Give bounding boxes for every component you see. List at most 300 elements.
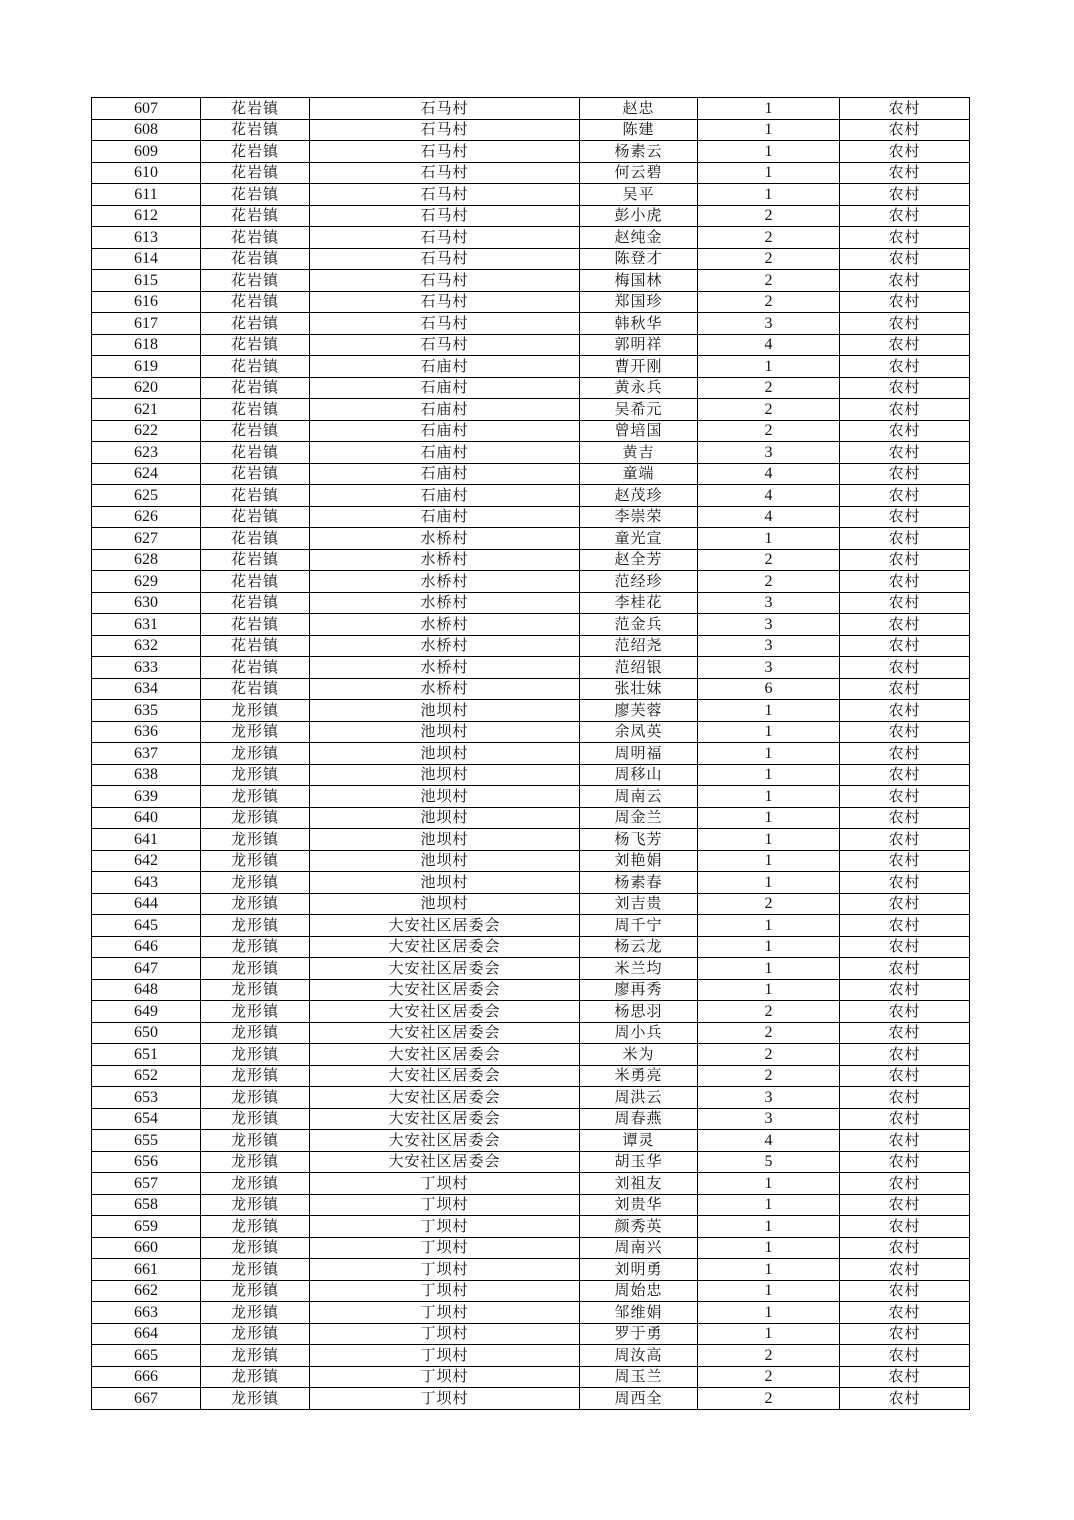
table-row (92, 1108, 970, 1130)
count-cell: 3 (698, 614, 840, 636)
table-row (92, 1087, 970, 1109)
village-cell: 池坝村 (310, 786, 580, 808)
town-cell: 龙形镇 (201, 850, 310, 872)
area-type-cell: 农村 (840, 420, 970, 442)
row-number-cell: 645 (92, 915, 201, 937)
row-number-cell: 659 (92, 1216, 201, 1238)
area-type-cell: 农村 (840, 893, 970, 915)
village-cell: 水桥村 (310, 528, 580, 550)
table-row (92, 1345, 970, 1367)
count-cell: 2 (698, 377, 840, 399)
row-number-cell: 619 (92, 356, 201, 378)
village-cell: 丁坝村 (310, 1345, 580, 1367)
count-cell: 3 (698, 442, 840, 464)
town-cell: 花岩镇 (201, 98, 310, 120)
area-type-cell: 农村 (840, 356, 970, 378)
count-cell: 1 (698, 1259, 840, 1281)
table-row (92, 1173, 970, 1195)
count-cell: 3 (698, 1108, 840, 1130)
table-row (92, 807, 970, 829)
village-cell: 大安社区居委会 (310, 936, 580, 958)
row-number-cell: 632 (92, 635, 201, 657)
row-number-cell: 622 (92, 420, 201, 442)
table-row (92, 829, 970, 851)
table-row (92, 1151, 970, 1173)
table-row (92, 184, 970, 206)
village-cell: 石马村 (310, 141, 580, 163)
town-cell: 龙形镇 (201, 1280, 310, 1302)
row-number-cell: 656 (92, 1151, 201, 1173)
area-type-cell: 农村 (840, 1280, 970, 1302)
village-cell: 丁坝村 (310, 1173, 580, 1195)
area-type-cell: 农村 (840, 1108, 970, 1130)
row-number-cell: 639 (92, 786, 201, 808)
table-row (92, 485, 970, 507)
village-cell: 水桥村 (310, 614, 580, 636)
town-cell: 花岩镇 (201, 635, 310, 657)
table-row (92, 614, 970, 636)
name-cell: 彭小虎 (580, 205, 698, 227)
name-cell: 周千宁 (580, 915, 698, 937)
row-number-cell: 650 (92, 1022, 201, 1044)
count-cell: 2 (698, 291, 840, 313)
name-cell: 周始忠 (580, 1280, 698, 1302)
row-number-cell: 640 (92, 807, 201, 829)
village-cell: 水桥村 (310, 571, 580, 593)
village-cell: 石马村 (310, 119, 580, 141)
area-type-cell: 农村 (840, 377, 970, 399)
count-cell: 4 (698, 506, 840, 528)
name-cell: 周移山 (580, 764, 698, 786)
name-cell: 韩秋华 (580, 313, 698, 335)
row-number-cell: 616 (92, 291, 201, 313)
count-cell: 1 (698, 721, 840, 743)
town-cell: 龙形镇 (201, 979, 310, 1001)
town-cell: 龙形镇 (201, 915, 310, 937)
table-row (92, 979, 970, 1001)
count-cell: 2 (698, 1044, 840, 1066)
town-cell: 花岩镇 (201, 184, 310, 206)
table-row (92, 1022, 970, 1044)
name-cell: 范绍尧 (580, 635, 698, 657)
table-row (92, 356, 970, 378)
count-cell: 1 (698, 915, 840, 937)
count-cell: 2 (698, 1366, 840, 1388)
area-type-cell: 农村 (840, 1302, 970, 1324)
village-cell: 丁坝村 (310, 1259, 580, 1281)
name-cell: 米为 (580, 1044, 698, 1066)
count-cell: 2 (698, 1022, 840, 1044)
village-cell: 丁坝村 (310, 1237, 580, 1259)
name-cell: 周南云 (580, 786, 698, 808)
row-number-cell: 615 (92, 270, 201, 292)
count-cell: 4 (698, 334, 840, 356)
table-row (92, 635, 970, 657)
row-number-cell: 666 (92, 1366, 201, 1388)
table-row (92, 227, 970, 249)
village-cell: 水桥村 (310, 592, 580, 614)
town-cell: 花岩镇 (201, 270, 310, 292)
town-cell: 龙形镇 (201, 1065, 310, 1087)
village-cell: 丁坝村 (310, 1366, 580, 1388)
name-cell: 吴希元 (580, 399, 698, 421)
count-cell: 1 (698, 979, 840, 1001)
row-number-cell: 655 (92, 1130, 201, 1152)
table-row (92, 936, 970, 958)
village-cell: 石马村 (310, 334, 580, 356)
town-cell: 花岩镇 (201, 291, 310, 313)
area-type-cell: 农村 (840, 248, 970, 270)
count-cell: 2 (698, 420, 840, 442)
town-cell: 花岩镇 (201, 506, 310, 528)
table-row (92, 313, 970, 335)
village-cell: 池坝村 (310, 807, 580, 829)
area-type-cell: 农村 (840, 1194, 970, 1216)
count-cell: 2 (698, 571, 840, 593)
table-row (92, 98, 970, 120)
row-number-cell: 647 (92, 958, 201, 980)
name-cell: 郭明祥 (580, 334, 698, 356)
row-number-cell: 613 (92, 227, 201, 249)
count-cell: 1 (698, 829, 840, 851)
village-cell: 池坝村 (310, 872, 580, 894)
row-number-cell: 648 (92, 979, 201, 1001)
town-cell: 花岩镇 (201, 119, 310, 141)
area-type-cell: 农村 (840, 678, 970, 700)
row-number-cell: 636 (92, 721, 201, 743)
count-cell: 1 (698, 958, 840, 980)
village-cell: 大安社区居委会 (310, 1130, 580, 1152)
table-row (92, 141, 970, 163)
name-cell: 杨飞芳 (580, 829, 698, 851)
table-row (92, 528, 970, 550)
area-type-cell: 农村 (840, 979, 970, 1001)
row-number-cell: 642 (92, 850, 201, 872)
name-cell: 周西全 (580, 1388, 698, 1410)
name-cell: 范经珍 (580, 571, 698, 593)
count-cell: 3 (698, 313, 840, 335)
row-number-cell: 623 (92, 442, 201, 464)
town-cell: 龙形镇 (201, 721, 310, 743)
roster-table-body (92, 98, 970, 1410)
row-number-cell: 618 (92, 334, 201, 356)
count-cell: 1 (698, 1216, 840, 1238)
area-type-cell: 农村 (840, 1323, 970, 1345)
count-cell: 1 (698, 872, 840, 894)
area-type-cell: 农村 (840, 1237, 970, 1259)
area-type-cell: 农村 (840, 1173, 970, 1195)
village-cell: 水桥村 (310, 678, 580, 700)
village-cell: 池坝村 (310, 743, 580, 765)
area-type-cell: 农村 (840, 1216, 970, 1238)
town-cell: 龙形镇 (201, 1216, 310, 1238)
table-row (92, 743, 970, 765)
village-cell: 石马村 (310, 184, 580, 206)
count-cell: 1 (698, 98, 840, 120)
name-cell: 范金兵 (580, 614, 698, 636)
town-cell: 花岩镇 (201, 313, 310, 335)
table-row (92, 334, 970, 356)
town-cell: 龙形镇 (201, 1323, 310, 1345)
name-cell: 李崇荣 (580, 506, 698, 528)
table-row (92, 1216, 970, 1238)
village-cell: 石庙村 (310, 463, 580, 485)
name-cell: 杨素云 (580, 141, 698, 163)
town-cell: 龙形镇 (201, 1108, 310, 1130)
count-cell: 5 (698, 1151, 840, 1173)
table-row (92, 377, 970, 399)
area-type-cell: 农村 (840, 399, 970, 421)
area-type-cell: 农村 (840, 592, 970, 614)
row-number-cell: 608 (92, 119, 201, 141)
count-cell: 2 (698, 1345, 840, 1367)
area-type-cell: 农村 (840, 1151, 970, 1173)
table-row (92, 442, 970, 464)
town-cell: 龙形镇 (201, 1022, 310, 1044)
name-cell: 何云碧 (580, 162, 698, 184)
village-cell: 水桥村 (310, 635, 580, 657)
table-row (92, 1044, 970, 1066)
row-number-cell: 631 (92, 614, 201, 636)
count-cell: 3 (698, 657, 840, 679)
area-type-cell: 农村 (840, 1065, 970, 1087)
table-row (92, 657, 970, 679)
village-cell: 大安社区居委会 (310, 958, 580, 980)
row-number-cell: 638 (92, 764, 201, 786)
table-row (92, 248, 970, 270)
row-number-cell: 654 (92, 1108, 201, 1130)
table-row (92, 119, 970, 141)
village-cell: 池坝村 (310, 721, 580, 743)
village-cell: 池坝村 (310, 764, 580, 786)
row-number-cell: 641 (92, 829, 201, 851)
count-cell: 1 (698, 184, 840, 206)
row-number-cell: 630 (92, 592, 201, 614)
count-cell: 1 (698, 1302, 840, 1324)
town-cell: 花岩镇 (201, 141, 310, 163)
name-cell: 胡玉华 (580, 1151, 698, 1173)
name-cell: 范绍银 (580, 657, 698, 679)
row-number-cell: 625 (92, 485, 201, 507)
town-cell: 龙形镇 (201, 1237, 310, 1259)
area-type-cell: 农村 (840, 721, 970, 743)
count-cell: 2 (698, 205, 840, 227)
row-number-cell: 660 (92, 1237, 201, 1259)
town-cell: 龙形镇 (201, 1194, 310, 1216)
town-cell: 花岩镇 (201, 571, 310, 593)
name-cell: 陈登才 (580, 248, 698, 270)
table-row (92, 786, 970, 808)
count-cell: 1 (698, 119, 840, 141)
village-cell: 大安社区居委会 (310, 1001, 580, 1023)
name-cell: 曾培国 (580, 420, 698, 442)
village-cell: 丁坝村 (310, 1302, 580, 1324)
table-row (92, 549, 970, 571)
town-cell: 龙形镇 (201, 936, 310, 958)
count-cell: 3 (698, 635, 840, 657)
area-type-cell: 农村 (840, 98, 970, 120)
count-cell: 4 (698, 463, 840, 485)
village-cell: 大安社区居委会 (310, 979, 580, 1001)
count-cell: 1 (698, 1237, 840, 1259)
name-cell: 周玉兰 (580, 1366, 698, 1388)
village-cell: 池坝村 (310, 850, 580, 872)
name-cell: 周春燕 (580, 1108, 698, 1130)
name-cell: 颜秀英 (580, 1216, 698, 1238)
row-number-cell: 614 (92, 248, 201, 270)
table-row (92, 162, 970, 184)
town-cell: 花岩镇 (201, 592, 310, 614)
table-row (92, 592, 970, 614)
count-cell: 2 (698, 399, 840, 421)
area-type-cell: 农村 (840, 872, 970, 894)
count-cell: 2 (698, 270, 840, 292)
count-cell: 1 (698, 1280, 840, 1302)
town-cell: 花岩镇 (201, 399, 310, 421)
village-cell: 丁坝村 (310, 1323, 580, 1345)
count-cell: 1 (698, 743, 840, 765)
table-row (92, 678, 970, 700)
name-cell: 米兰均 (580, 958, 698, 980)
row-number-cell: 611 (92, 184, 201, 206)
area-type-cell: 农村 (840, 1087, 970, 1109)
count-cell: 1 (698, 807, 840, 829)
town-cell: 龙形镇 (201, 1001, 310, 1023)
row-number-cell: 612 (92, 205, 201, 227)
town-cell: 龙形镇 (201, 786, 310, 808)
village-cell: 丁坝村 (310, 1216, 580, 1238)
count-cell: 2 (698, 549, 840, 571)
town-cell: 花岩镇 (201, 614, 310, 636)
roster-table (91, 97, 970, 1410)
name-cell: 童光宣 (580, 528, 698, 550)
name-cell: 刘明勇 (580, 1259, 698, 1281)
name-cell: 赵忠 (580, 98, 698, 120)
table-row (92, 1065, 970, 1087)
name-cell: 刘贵华 (580, 1194, 698, 1216)
area-type-cell: 农村 (840, 571, 970, 593)
table-row (92, 1280, 970, 1302)
count-cell: 1 (698, 528, 840, 550)
table-row (92, 1388, 970, 1410)
row-number-cell: 643 (92, 872, 201, 894)
row-number-cell: 646 (92, 936, 201, 958)
village-cell: 大安社区居委会 (310, 1151, 580, 1173)
name-cell: 周明福 (580, 743, 698, 765)
table-row (92, 958, 970, 980)
count-cell: 1 (698, 356, 840, 378)
table-row (92, 1237, 970, 1259)
area-type-cell: 农村 (840, 1259, 970, 1281)
count-cell: 1 (698, 786, 840, 808)
village-cell: 池坝村 (310, 829, 580, 851)
town-cell: 龙形镇 (201, 958, 310, 980)
row-number-cell: 651 (92, 1044, 201, 1066)
name-cell: 周洪云 (580, 1087, 698, 1109)
name-cell: 余凤英 (580, 721, 698, 743)
table-row (92, 1194, 970, 1216)
name-cell: 陈建 (580, 119, 698, 141)
village-cell: 石马村 (310, 98, 580, 120)
row-number-cell: 637 (92, 743, 201, 765)
table-row (92, 399, 970, 421)
area-type-cell: 农村 (840, 807, 970, 829)
town-cell: 龙形镇 (201, 829, 310, 851)
count-cell: 3 (698, 592, 840, 614)
village-cell: 石庙村 (310, 356, 580, 378)
village-cell: 石马村 (310, 270, 580, 292)
town-cell: 龙形镇 (201, 893, 310, 915)
area-type-cell: 农村 (840, 1366, 970, 1388)
name-cell: 周小兵 (580, 1022, 698, 1044)
count-cell: 1 (698, 162, 840, 184)
village-cell: 大安社区居委会 (310, 1022, 580, 1044)
village-cell: 石马村 (310, 291, 580, 313)
name-cell: 郑国珍 (580, 291, 698, 313)
village-cell: 大安社区居委会 (310, 1087, 580, 1109)
table-row (92, 1323, 970, 1345)
village-cell: 丁坝村 (310, 1280, 580, 1302)
area-type-cell: 农村 (840, 205, 970, 227)
area-type-cell: 农村 (840, 1001, 970, 1023)
area-type-cell: 农村 (840, 528, 970, 550)
area-type-cell: 农村 (840, 1388, 970, 1410)
count-cell: 2 (698, 1001, 840, 1023)
row-number-cell: 620 (92, 377, 201, 399)
town-cell: 龙形镇 (201, 807, 310, 829)
village-cell: 丁坝村 (310, 1388, 580, 1410)
name-cell: 周金兰 (580, 807, 698, 829)
village-cell: 石庙村 (310, 485, 580, 507)
name-cell: 赵全芳 (580, 549, 698, 571)
village-cell: 石马村 (310, 248, 580, 270)
village-cell: 石马村 (310, 162, 580, 184)
name-cell: 廖再秀 (580, 979, 698, 1001)
village-cell: 水桥村 (310, 657, 580, 679)
count-cell: 1 (698, 850, 840, 872)
name-cell: 赵纯金 (580, 227, 698, 249)
row-number-cell: 628 (92, 549, 201, 571)
count-cell: 4 (698, 485, 840, 507)
town-cell: 花岩镇 (201, 442, 310, 464)
area-type-cell: 农村 (840, 1022, 970, 1044)
area-type-cell: 农村 (840, 1044, 970, 1066)
town-cell: 龙形镇 (201, 1302, 310, 1324)
table-row (92, 463, 970, 485)
town-cell: 龙形镇 (201, 1345, 310, 1367)
table-row (92, 915, 970, 937)
name-cell: 杨思羽 (580, 1001, 698, 1023)
table-row (92, 1366, 970, 1388)
village-cell: 大安社区居委会 (310, 1044, 580, 1066)
row-number-cell: 644 (92, 893, 201, 915)
table-row (92, 1302, 970, 1324)
count-cell: 3 (698, 1087, 840, 1109)
count-cell: 1 (698, 936, 840, 958)
area-type-cell: 农村 (840, 850, 970, 872)
area-type-cell: 农村 (840, 334, 970, 356)
row-number-cell: 610 (92, 162, 201, 184)
row-number-cell: 634 (92, 678, 201, 700)
name-cell: 刘吉贵 (580, 893, 698, 915)
town-cell: 花岩镇 (201, 334, 310, 356)
name-cell: 张壮妹 (580, 678, 698, 700)
table-row (92, 764, 970, 786)
table-row (92, 872, 970, 894)
row-number-cell: 624 (92, 463, 201, 485)
village-cell: 丁坝村 (310, 1194, 580, 1216)
table-row (92, 1259, 970, 1281)
